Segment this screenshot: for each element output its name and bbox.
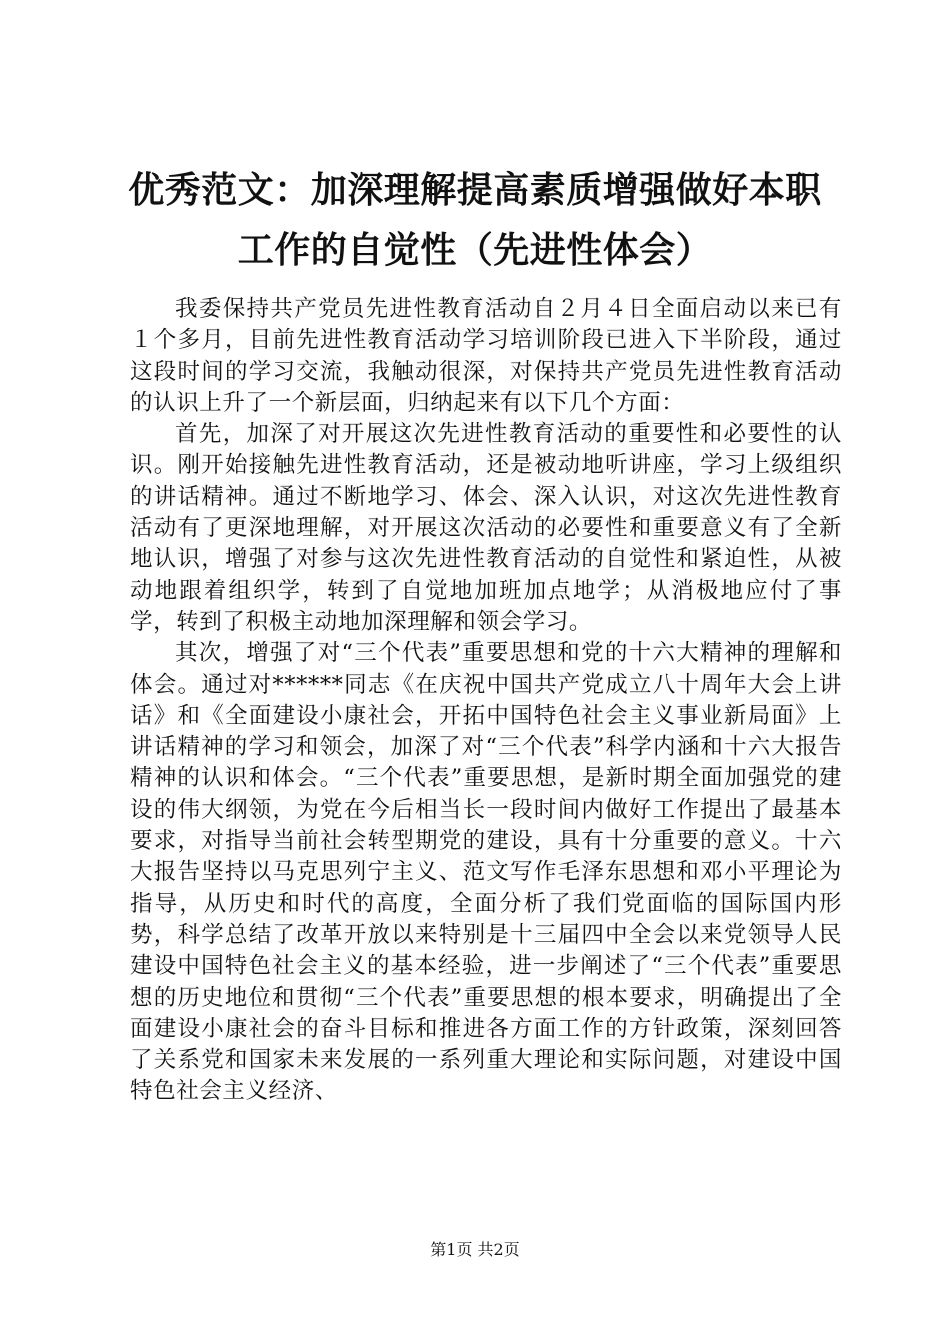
document-title: 优秀范文：加深理解提高素质增强做好本职工作的自觉性（先进性体会） [128,169,822,271]
paragraph-first-point: 首先，加深了对开展这次先进性教育活动的重要性和必要性的认识。刚开始接触先进性教育活动，还是被动地听讲座，学习上级组织的讲话精神。通过不断地学习、体会、深入认识，对这次先进性教育活动有了更深地理解，对开展这次活动的必要性和重要意义有了全新地认识，增强了对参与这次先进性教育活动的自觉性和紧迫性，从被动地跟着组织学，转到了自觉地加班加点地学；从消极地应付了事学，转到了积极主动地加深理解和领会学习。 [130,421,842,635]
document-body [130,294,842,1108]
page-number-footer: 第1页 共2页 [430,1240,520,1259]
paragraph-intro: 我委保持共产党员先进性教育活动自２月４日全面启动以来已有１个多月，目前先进性教育活动学习培训阶段已进入下半阶段，通过这段时间的学习交流，我触动很深，对保持共产党员先进性教育活动的认识上升了一个新层面，归纳起来有以下几个方面： [130,296,842,416]
paragraph-second-point: 其次，增强了对“三个代表”重要思想和党的十六大精神的理解和体会。通过对******同志《在庆祝中国共产党成立八十周年大会上讲话》和《全面建设小康社会，开拓中国特色社会主义事业新局面》上讲话精神的学习和领会，加深了对“三个代表”科学内涵和十六大报告精神的认识和体会。“三个代表”重要思想，是新时期全面加强党的建设的伟大纲领，为党在今后相当长一段时间内做好工作提出了最基本要求，对指导当前社会转型期党的建设，具有十分重要的意义。十六大报告坚持以马克思列宁主义、范文写作毛泽东思想和邓小平理论为指导，从历史和时代的高度，全面分析了我们党面临的国际国内形势，科学总结了改革开放以来特别是十三届四中全会以来党领导人民建设中国特色社会主义的基本经验，进一步阐述了“三个代表”重要思想的历史地位和贯彻“三个代表”重要思想的根本要求，明确提出了全面建设小康社会的奋斗目标和推进各方面工作的方针政策，深刻回答了关系党和国家未来发展的一系列重大理论和实际问题，对建设中国特色社会主义经济、 [130,640,842,1105]
